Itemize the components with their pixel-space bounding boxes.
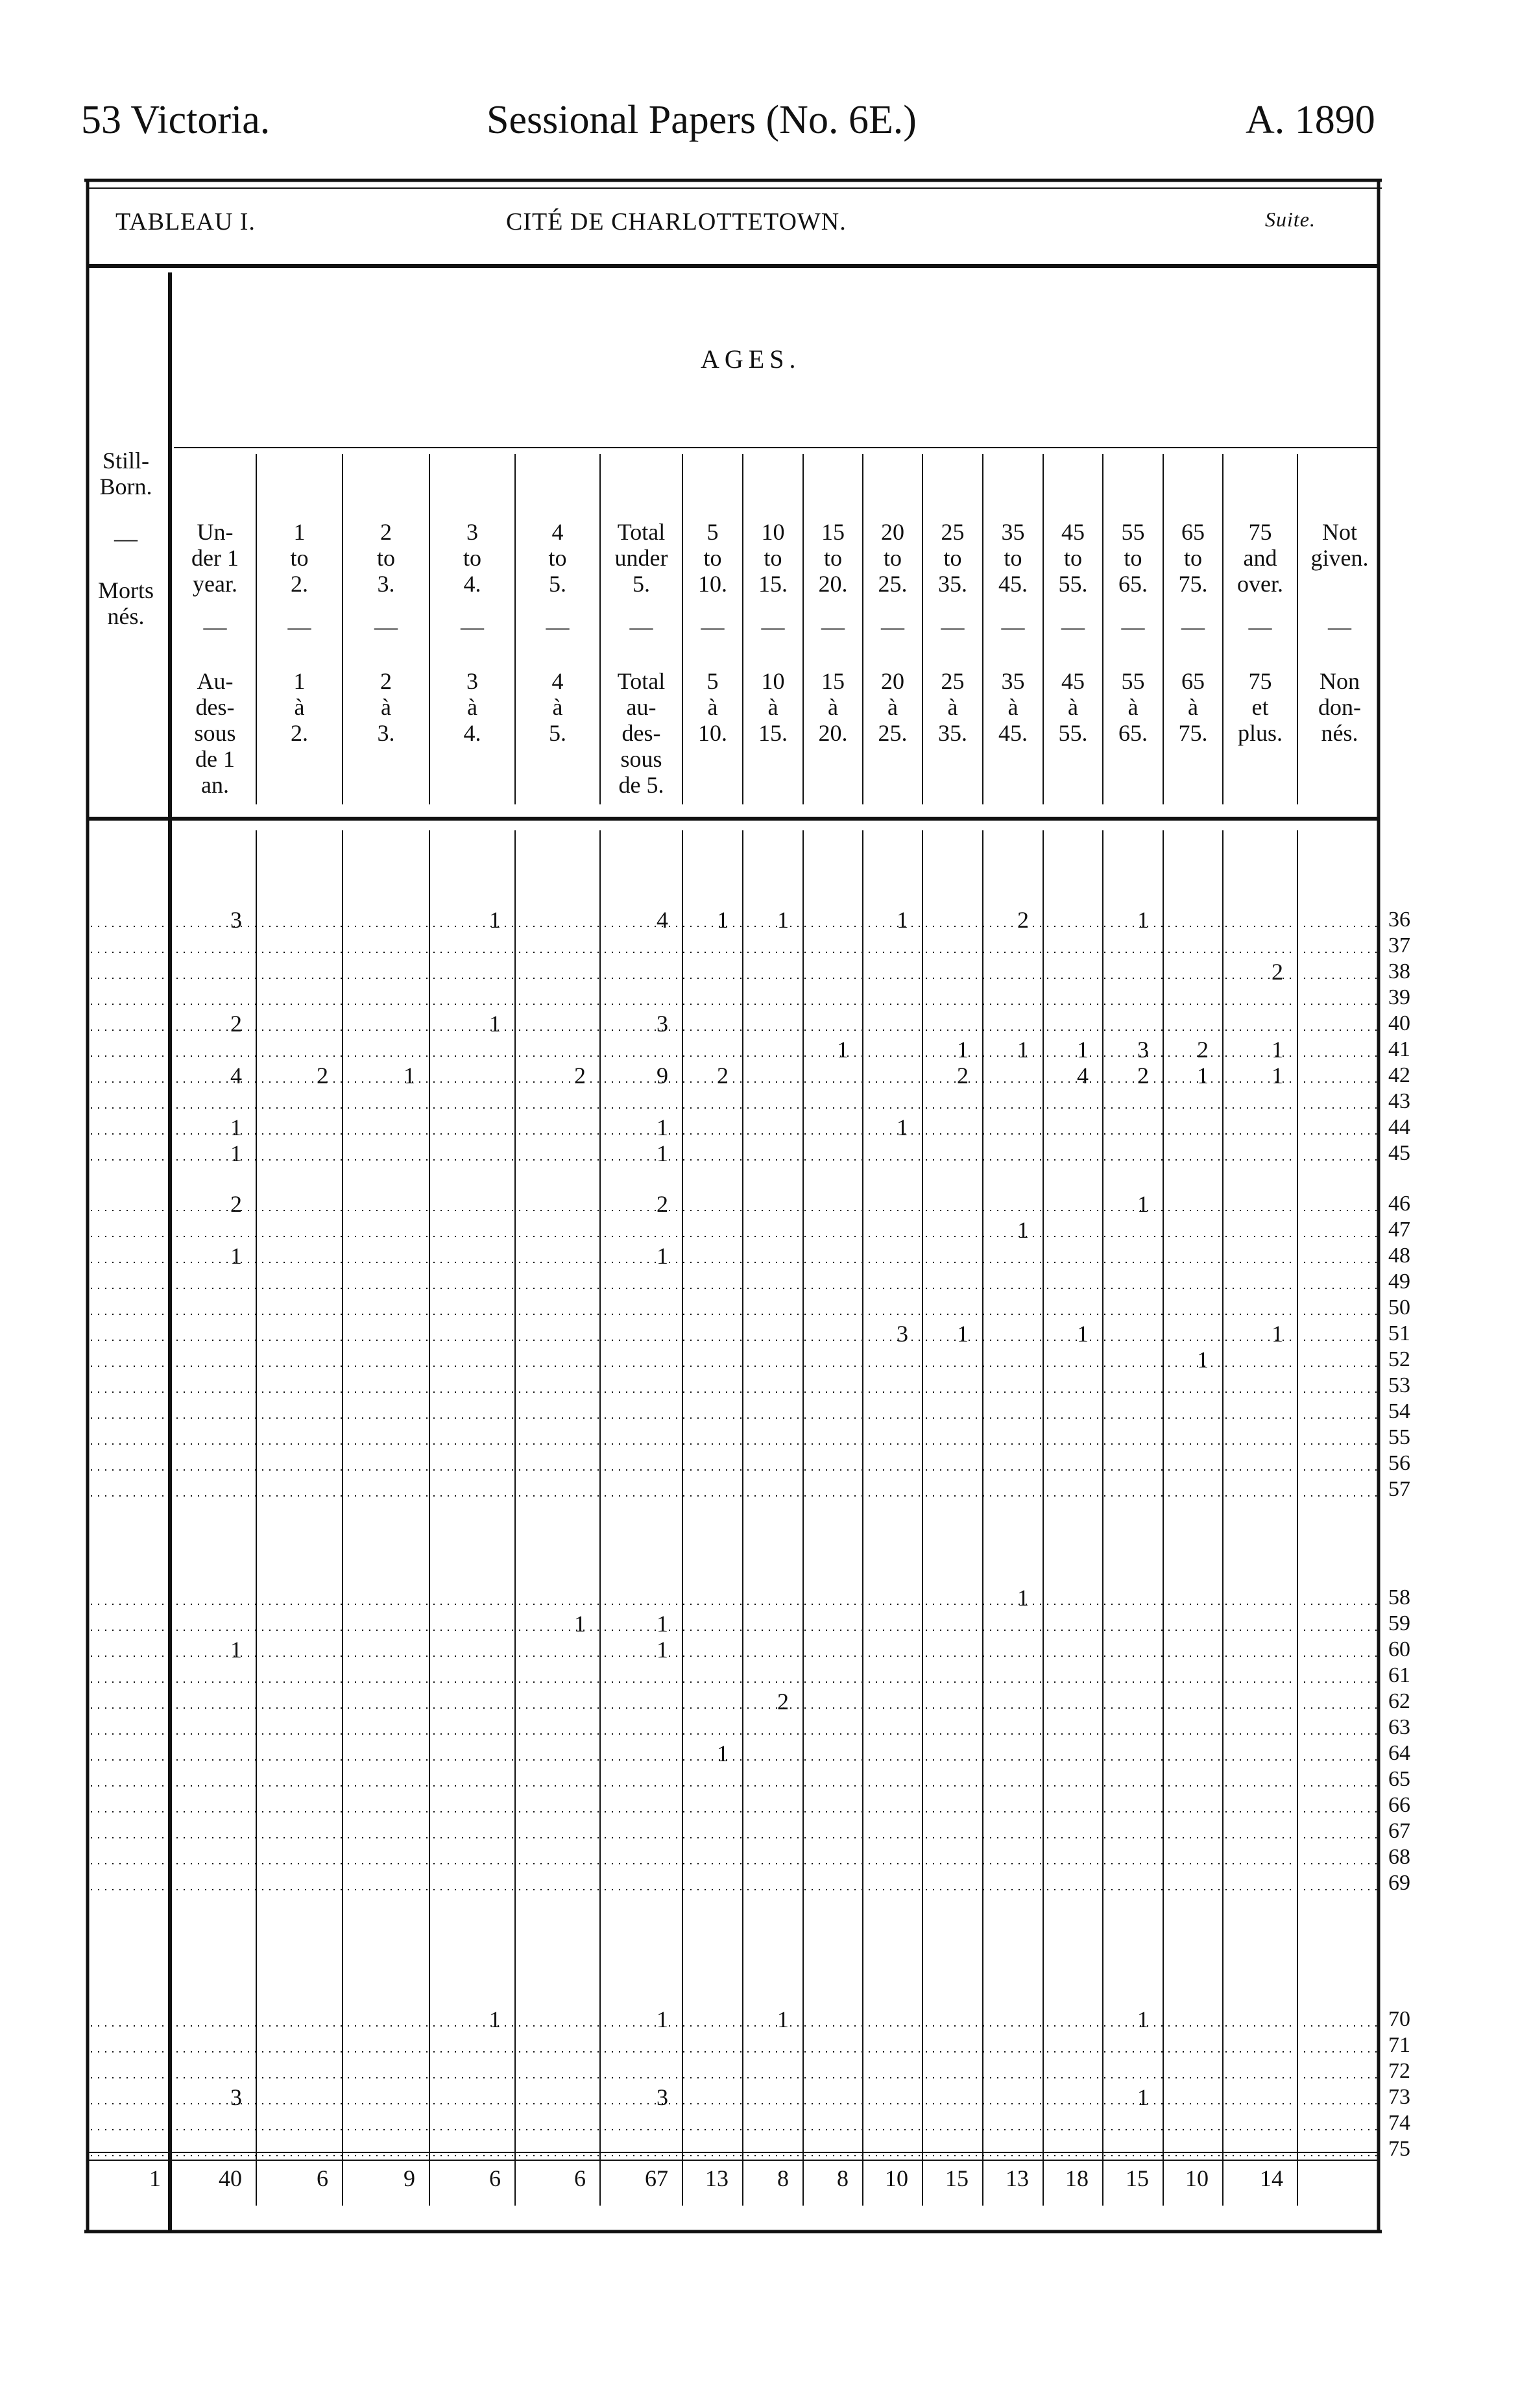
table-cell: 1 <box>1197 1063 1209 1089</box>
table-cell: 3 <box>897 1321 908 1347</box>
total-cell: 10 <box>885 2165 908 2191</box>
column-header-dash: — <box>1001 614 1025 640</box>
total-cell: 14 <box>1260 2165 1283 2191</box>
column-header-en: 15 to 20. <box>818 519 848 597</box>
row-number: 69 <box>1388 1871 1410 1895</box>
row-number: 71 <box>1388 2033 1410 2057</box>
table-cell: 1 <box>837 1037 849 1063</box>
table-frame <box>84 175 1382 2238</box>
column-header-en: 75 and over. <box>1237 519 1283 597</box>
total-cell: 13 <box>1006 2165 1029 2191</box>
row-number: 36 <box>1388 908 1410 932</box>
total-cell: 40 <box>219 2165 242 2191</box>
table-cell: 1 <box>574 1611 586 1637</box>
table-cell: 1 <box>1077 1321 1089 1347</box>
row-number: 58 <box>1388 1585 1410 1609</box>
table-cell: 1 <box>1017 1585 1029 1611</box>
row-number: 50 <box>1388 1295 1410 1319</box>
row-number: 74 <box>1388 2111 1410 2135</box>
table-cell: 1 <box>717 1740 729 1766</box>
table-continued: Suite. <box>1265 208 1316 231</box>
row-number: 59 <box>1388 1611 1410 1635</box>
row-number: 43 <box>1388 1089 1410 1113</box>
table-cell: 2 <box>317 1063 328 1089</box>
table-cell: 1 <box>1077 1037 1089 1063</box>
table-cell: 1 <box>777 2006 789 2032</box>
column-header-en: 2 to 3. <box>376 519 395 597</box>
column-header-dash: — <box>761 614 785 640</box>
column-header-fr: 5 à 10. <box>698 668 727 746</box>
table-cell: 4 <box>1077 1063 1089 1089</box>
ages-header: AGES. <box>701 344 801 374</box>
total-cell: 6 <box>489 2165 501 2191</box>
table-cell: 2 <box>1137 1063 1149 1089</box>
column-header-en: 25 to 35. <box>938 519 967 597</box>
column-header-en: Total under 5. <box>614 519 668 597</box>
column-header-fr: 10 à 15. <box>758 668 788 746</box>
row-number: 46 <box>1388 1192 1410 1216</box>
column-header-dash: — <box>821 614 845 640</box>
column-header-fr: Non don- nés. <box>1318 668 1361 746</box>
column-header-fr: 75 et plus. <box>1237 668 1283 746</box>
column-header-dash: — <box>1121 614 1145 640</box>
row-number: 63 <box>1388 1715 1410 1739</box>
column-header-dash: — <box>629 614 653 640</box>
table-cell: 1 <box>777 907 789 933</box>
column-header-dash: — <box>941 614 965 640</box>
column-header-en: 65 to 75. <box>1178 519 1208 597</box>
total-cell: 8 <box>837 2165 849 2191</box>
row-number: 42 <box>1388 1063 1410 1087</box>
row-number: 60 <box>1388 1637 1410 1661</box>
column-header-dash: — <box>701 614 725 640</box>
table-cell: 3 <box>230 907 242 933</box>
stillborn-header: Still- Born. — Morts nés. <box>97 448 154 629</box>
running-head-right: A. 1890 <box>1246 98 1375 142</box>
column-header-fr: 20 à 25. <box>878 668 908 746</box>
column-header-dash: — <box>1061 614 1085 640</box>
column-header-fr: 65 à 75. <box>1178 668 1208 746</box>
table-cell: 1 <box>230 1243 242 1269</box>
table-cell: 2 <box>574 1063 586 1089</box>
row-number: 67 <box>1388 1819 1410 1843</box>
total-cell: 67 <box>645 2165 668 2191</box>
total-stillborn: 1 <box>149 2165 161 2191</box>
column-header-en: Not given. <box>1310 519 1369 571</box>
row-number: 53 <box>1388 1373 1410 1397</box>
row-number: 61 <box>1388 1663 1410 1687</box>
column-header-dash: — <box>1328 614 1351 640</box>
table-cell: 1 <box>897 907 908 933</box>
row-number: 48 <box>1388 1244 1410 1268</box>
table-cell: 1 <box>1137 2006 1149 2032</box>
table-cell: 1 <box>489 1011 501 1037</box>
column-header-fr: 3 à 4. <box>463 668 481 746</box>
table-cell: 1 <box>1017 1037 1029 1063</box>
table-cell: 2 <box>717 1063 729 1089</box>
row-number: 38 <box>1388 959 1410 983</box>
table-cell: 3 <box>230 2084 242 2110</box>
total-cell: 15 <box>945 2165 969 2191</box>
column-header-en: 3 to 4. <box>463 519 481 597</box>
table-cell: 2 <box>957 1063 969 1089</box>
row-number: 62 <box>1388 1689 1410 1713</box>
column-header-fr: 45 à 55. <box>1058 668 1088 746</box>
row-number: 54 <box>1388 1399 1410 1423</box>
table-title: CITÉ DE CHARLOTTETOWN. <box>506 208 847 235</box>
table-cell: 4 <box>657 907 668 933</box>
table-cell: 4 <box>230 1063 242 1089</box>
column-header-dash: — <box>1181 614 1205 640</box>
table-cell: 1 <box>230 1140 242 1166</box>
column-header-en: 55 to 65. <box>1118 519 1148 597</box>
column-header-en: 35 to 45. <box>998 519 1028 597</box>
table-cell: 1 <box>1272 1321 1283 1347</box>
table-cell: 1 <box>1272 1037 1283 1063</box>
row-number: 75 <box>1388 2137 1410 2161</box>
table-cell: 3 <box>657 2084 668 2110</box>
table-cell: 1 <box>404 1063 415 1089</box>
row-number: 68 <box>1388 1845 1410 1869</box>
column-header-fr: Total au- des- sous de 5. <box>617 668 666 798</box>
table-label: TABLEAU I. <box>115 208 256 235</box>
row-number: 47 <box>1388 1218 1410 1242</box>
table-cell: 1 <box>657 1140 668 1166</box>
table-cell: 1 <box>489 907 501 933</box>
table-cell: 1 <box>897 1114 908 1140</box>
total-cell: 6 <box>317 2165 328 2191</box>
column-header-fr: 4 à 5. <box>549 668 566 746</box>
row-number: 70 <box>1388 2007 1410 2031</box>
table-cell: 9 <box>657 1063 668 1089</box>
column-header-en: Un- der 1 year. <box>191 519 239 597</box>
column-header-dash: — <box>546 614 570 640</box>
column-header-fr: 1 à 2. <box>291 668 308 746</box>
row-number: 73 <box>1388 2085 1410 2109</box>
table-cell: 1 <box>489 2006 501 2032</box>
column-header-en: 45 to 55. <box>1058 519 1088 597</box>
table-cell: 1 <box>717 907 729 933</box>
total-cell: 18 <box>1065 2165 1089 2191</box>
table-cell: 1 <box>657 1114 668 1140</box>
column-header-dash: — <box>881 614 904 640</box>
column-header-dash: — <box>1248 614 1272 640</box>
running-head <box>0 97 1531 149</box>
row-number: 49 <box>1388 1270 1410 1294</box>
row-number: 57 <box>1388 1477 1410 1501</box>
row-number: 56 <box>1388 1451 1410 1475</box>
row-number: 72 <box>1388 2059 1410 2083</box>
table-cell: 1 <box>1137 1191 1149 1217</box>
table-cell: 1 <box>1197 1347 1209 1373</box>
table-cell: 3 <box>657 1011 668 1037</box>
row-number: 55 <box>1388 1425 1410 1449</box>
table-cell: 2 <box>230 1011 242 1037</box>
column-header-en: 1 to 2. <box>290 519 309 597</box>
table-cell: 1 <box>1137 907 1149 933</box>
table-cell: 2 <box>1197 1037 1209 1063</box>
column-header-en: 20 to 25. <box>878 519 908 597</box>
column-header-en: 4 to 5. <box>548 519 567 597</box>
running-head-center: Sessional Papers (No. 6E.) <box>487 98 917 142</box>
row-number: 64 <box>1388 1741 1410 1765</box>
column-header-fr: 15 à 20. <box>818 668 848 746</box>
total-cell: 10 <box>1185 2165 1209 2191</box>
row-number: 37 <box>1388 933 1410 957</box>
table-cell: 1 <box>657 2006 668 2032</box>
row-number: 51 <box>1388 1321 1410 1345</box>
table-cell: 1 <box>957 1037 969 1063</box>
table-cell: 1 <box>1272 1063 1283 1089</box>
table-cell: 1 <box>657 1243 668 1269</box>
table-cell: 1 <box>230 1637 242 1663</box>
table-cell: 2 <box>1017 907 1029 933</box>
table-cell: 2 <box>1272 959 1283 985</box>
row-number: 65 <box>1388 1767 1410 1791</box>
row-number: 44 <box>1388 1115 1410 1139</box>
row-number: 66 <box>1388 1793 1410 1817</box>
row-number: 39 <box>1388 985 1410 1009</box>
row-number: 52 <box>1388 1347 1410 1371</box>
total-cell: 9 <box>404 2165 415 2191</box>
column-header-dash: — <box>461 614 484 640</box>
total-cell: 13 <box>705 2165 729 2191</box>
column-header-dash: — <box>203 614 227 640</box>
row-number: 41 <box>1388 1037 1410 1061</box>
column-header-dash: — <box>374 614 398 640</box>
table-cell: 1 <box>657 1611 668 1637</box>
table-cell: 1 <box>1137 2084 1149 2110</box>
table-cell: 1 <box>230 1114 242 1140</box>
table-cell: 1 <box>957 1321 969 1347</box>
table-cell: 3 <box>1137 1037 1149 1063</box>
table-cell: 2 <box>230 1191 242 1217</box>
column-header-fr: 55 à 65. <box>1118 668 1148 746</box>
running-head-left: 53 Victoria. <box>81 98 271 142</box>
column-header-en: 10 to 15. <box>758 519 788 597</box>
column-header-fr: 25 à 35. <box>938 668 967 746</box>
table-cell: 2 <box>657 1191 668 1217</box>
total-cell: 15 <box>1126 2165 1149 2191</box>
row-number: 40 <box>1388 1011 1410 1035</box>
column-header-fr: Au- des- sous de 1 an. <box>194 668 236 798</box>
total-cell: 8 <box>777 2165 789 2191</box>
row-number: 45 <box>1388 1141 1410 1165</box>
total-cell: 6 <box>574 2165 586 2191</box>
table-cell: 1 <box>1017 1217 1029 1243</box>
table-cell: 2 <box>777 1689 789 1715</box>
column-header-dash: — <box>287 614 311 640</box>
column-header-fr: 35 à 45. <box>998 668 1028 746</box>
table-cell: 1 <box>657 1637 668 1663</box>
column-header-en: 5 to 10. <box>698 519 727 597</box>
column-header-fr: 2 à 3. <box>377 668 395 746</box>
